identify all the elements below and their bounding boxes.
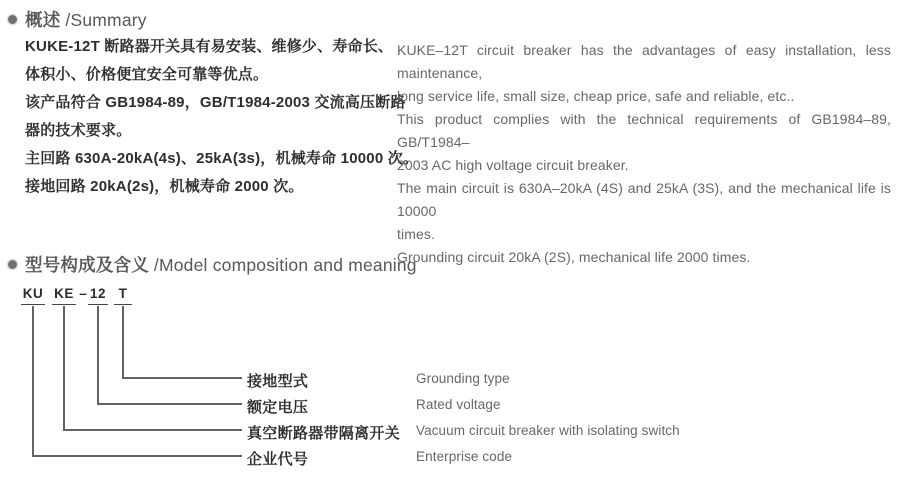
english-text-line: Grounding circuit 20kA (2S), mechanical life 2000 times. (397, 249, 751, 265)
chinese-text-line: 器的技术要求。 (25, 122, 132, 139)
model-title-chinese: 型号构成及含义 (25, 255, 149, 275)
diagram-label-english: Grounding type (416, 371, 510, 386)
english-text-line: This product complies with the technical requirements of GB1984–89, GB/T1984– (397, 111, 891, 150)
connector-horizontal-line-rated-voltage (97, 403, 242, 405)
diagram-label-chinese: 企业代号 (247, 451, 309, 468)
model-segment-enterprise-code: KU (21, 286, 45, 305)
model-composition-section-title (25, 252, 417, 277)
summary-title-english: /Summary (65, 10, 147, 30)
model-title-english: /Model composition and meaning (153, 255, 417, 275)
connector-horizontal-line-breaker-type (63, 429, 242, 431)
chinese-text-line: KUKE-12T 断路器开关具有易安装、维修少、寿命长、 (25, 38, 394, 55)
summary-section-header (8, 7, 147, 32)
diagram-label-english: Rated voltage (416, 397, 501, 412)
chinese-text-line: 该产品符合 GB1984-89，GB/T1984-2003 交流高压断路 (25, 94, 406, 111)
chinese-text-line: 接地回路 20kA(2s)，机械寿命 2000 次。 (25, 178, 304, 195)
english-text-line: KUKE–12T circuit breaker has the advantages of easy installation, less maintenance, (397, 42, 891, 81)
model-segment-rated-voltage: 12 (88, 286, 108, 305)
english-text-line: long service life, small size, cheap price, safe and reliable, etc.. (397, 88, 795, 104)
connector-vertical-line-t (122, 306, 124, 379)
english-text-line: The main circuit is 630A–20kA (4S) and 25kA (3S), and the mechanical life is 10000 (397, 180, 891, 219)
connector-vertical-line-12 (97, 306, 99, 405)
chinese-text-line: 体积小、价格便宜安全可靠等优点。 (25, 66, 269, 83)
summary-chinese-paragraphs (25, 33, 419, 201)
bullet-icon (8, 260, 17, 269)
model-segment-grounding-type: T (114, 286, 132, 305)
summary-english-paragraphs (397, 39, 891, 269)
model-composition-section-header (8, 252, 417, 277)
diagram-label-chinese: 真空断路器带隔离开关 (247, 425, 401, 442)
connector-horizontal-line-enterprise-code (32, 455, 242, 457)
diagram-label-chinese: 额定电压 (247, 399, 309, 416)
chinese-text-line: 主回路 630A-20kA(4s)、25kA(3s)，机械寿命 10000 次。 (25, 150, 419, 167)
diagram-label-english: Enterprise code (416, 449, 513, 464)
summary-title-chinese: 概述 (25, 10, 61, 30)
connector-vertical-line-ke (63, 306, 65, 431)
english-text-line: 2003 AC high voltage circuit breaker. (397, 157, 629, 173)
model-segment-dash: – (79, 286, 87, 301)
english-text-line: times. (397, 226, 435, 242)
summary-section-title (25, 7, 147, 32)
diagram-label-english: Vacuum circuit breaker with isolating switch (416, 423, 680, 438)
diagram-label-chinese: 接地型式 (247, 373, 309, 390)
model-segment-breaker-type: KE (52, 286, 76, 305)
connector-horizontal-line-grounding-type (122, 377, 242, 379)
bullet-icon (8, 15, 17, 24)
connector-vertical-line-ku (32, 306, 34, 457)
